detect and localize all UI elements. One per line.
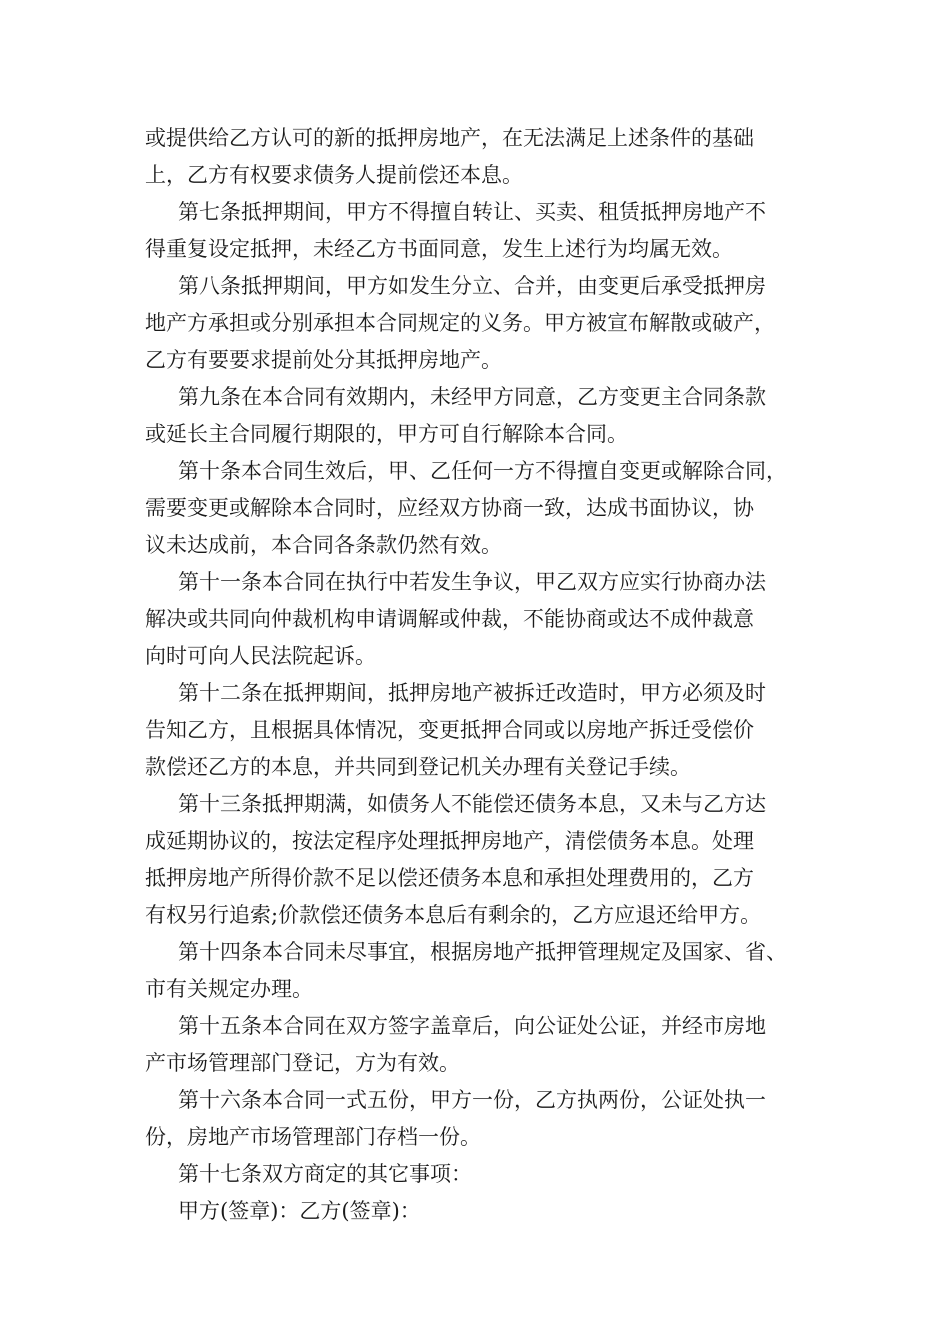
text-line: 议未达成前，本合同各条款仍然有效。	[145, 533, 502, 557]
text-line: 第七条抵押期间，甲方不得擅自转让、买卖、租赁抵押房地产不	[178, 200, 766, 224]
text-line: 产市场管理部门登记，方为有效。	[145, 1051, 460, 1075]
text-line: 款偿还乙方的本息，并共同到登记机关办理有关登记手续。	[145, 755, 691, 779]
text-line: 或提供给乙方认可的新的抵押房地产，在无法满足上述条件的基础	[145, 126, 754, 150]
text-line: 乙方有要要求提前处分其抵押房地产。	[145, 348, 502, 372]
text-line: 或延长主合同履行期限的，甲方可自行解除本合同。	[145, 422, 628, 446]
text-line: 第十三条抵押期满，如债务人不能偿还债务本息，又未与乙方达	[178, 792, 766, 816]
text-line: 有权另行追索;价款偿还债务本息后有剩余的，乙方应退还给甲方。	[145, 903, 762, 927]
contract-body	[145, 120, 825, 1230]
text-line: 第十条本合同生效后，甲、乙任何一方不得擅自变更或解除合同，	[178, 459, 787, 483]
text-line: 第十五条本合同在双方签字盖章后，向公证处公证，并经市房地	[178, 1014, 766, 1038]
text-line: 得重复设定抵押，未经乙方书面同意，发生上述行为均属无效。	[145, 237, 733, 261]
text-line: 成延期协议的，按法定程序处理抵押房地产，清偿债务本息。处理	[145, 829, 754, 853]
text-line: 解决或共同向仲裁机构申请调解或仲裁，不能协商或达不成仲裁意	[145, 607, 754, 631]
text-line: 第十二条在抵押期间，抵押房地产被拆迁改造时，甲方必须及时	[178, 681, 766, 705]
text-line: 第十七条双方商定的其它事项：	[178, 1162, 472, 1186]
text-line: 市有关规定办理。	[145, 977, 313, 1001]
text-line: 甲方(签章)：乙方(签章)：	[178, 1199, 421, 1223]
text-line: 第十一条本合同在执行中若发生争议，甲乙双方应实行协商办法	[178, 570, 766, 594]
text-line: 向时可向人民法院起诉。	[145, 644, 376, 668]
text-line: 需要变更或解除本合同时，应经双方协商一致，达成书面协议，协	[145, 496, 754, 520]
text-line: 上，乙方有权要求债务人提前偿还本息。	[145, 163, 523, 187]
text-line: 第八条抵押期间，甲方如发生分立、合并，由变更后承受抵押房	[178, 274, 766, 298]
text-line: 第九条在本合同有效期内，未经甲方同意，乙方变更主合同条款	[178, 385, 766, 409]
text-line: 抵押房地产所得价款不足以偿还债务本息和承担处理费用的，乙方	[145, 866, 754, 890]
text-line: 份，房地产市场管理部门存档一份。	[145, 1125, 481, 1149]
text-line: 第十四条本合同未尽事宜，根据房地产抵押管理规定及国家、省、	[178, 940, 787, 964]
text-line: 地产方承担或分别承担本合同规定的义务。甲方被宣布解散或破产，	[145, 311, 775, 335]
text-line: 告知乙方，且根据具体情况，变更抵押合同或以房地产拆迁受偿价	[145, 718, 754, 742]
text-line: 第十六条本合同一式五份，甲方一份，乙方执两份，公证处执一	[178, 1088, 766, 1112]
